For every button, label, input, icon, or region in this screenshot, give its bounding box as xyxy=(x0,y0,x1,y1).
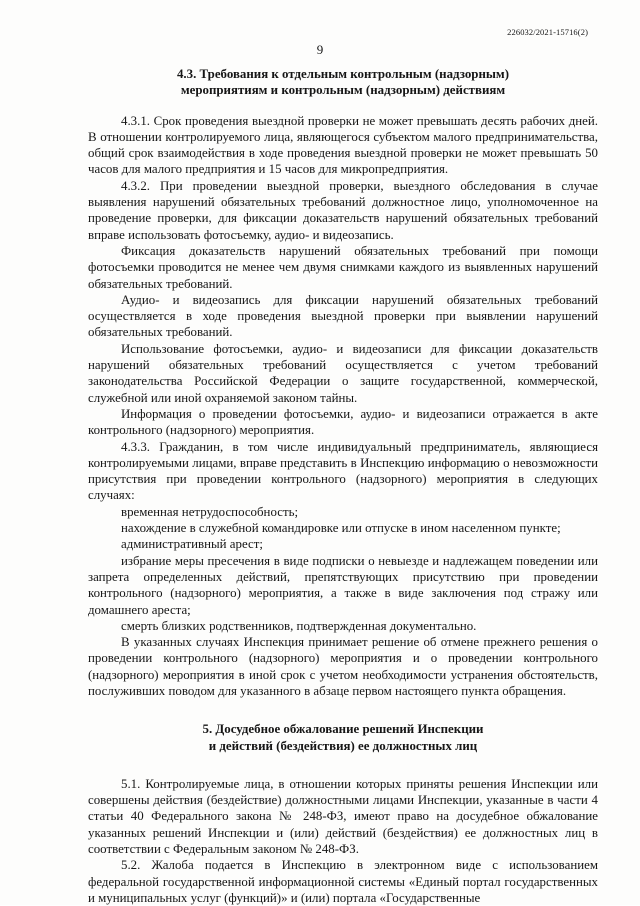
list-item-arrest: административный арест; xyxy=(121,537,263,552)
paragraph-secrecy: Использование фотосъемки, аудио- и видеозаписи для фиксации доказательств нарушений обязательных требований осуществляется с учетом требований законодательства Российской Федерации о защите государственной, коммерческой, служебной или иной охраняемой законом тайны. xyxy=(88,341,598,405)
paragraph-5-2: 5.2. Жалоба подается в Инспекцию в электронном виде с использованием федеральной государственной информационной системы «Единый портал государственных и муниципальных услуг (функций)» и (или) портала «Государственные xyxy=(88,858,598,905)
list-item-business-trip: нахождение в служебной командировке или отпуске в ином населенном пункте; xyxy=(121,521,561,536)
paragraph-reschedule: В указанных случаях Инспекция принимает решение об отмене прежнего решения о проведении контрольного (надзорного) мероприятия и о проведении контрольного (надзорного) мероприятия в иной срок с учетом необходимости устранения обстоятельств, послуживших поводом для указанного в абзаце первом настоящего пункта обращения. xyxy=(88,635,598,698)
list-item-restraint: избрание меры пресечения в виде подписки о невыезде и надлежащем поведении или запрета определенных действий, препятствующих присутствию при проведении контрольного (надзорного) мероприятия, а также в виде заключения под стражу или домашнего ареста; xyxy=(88,553,598,617)
section-5-title-line-2: и действий (бездействия) ее должностных лиц xyxy=(208,738,478,753)
paragraph-4-3-2: 4.3.2. При проведении выездной проверки, выездного обследования в случае выявления нарушений обязательных требований должностное лицо, уполномоченное на проведение проверки, для фиксации доказательств нарушений обязательных требований вправе использовать фотосъемку, аудио- и видеозапись. xyxy=(88,178,598,242)
paragraph-5-1: 5.1. Контролируемые лица, в отношении которых приняты решения Инспекции или совершены действия (бездействие) должностными лицами Инспекции, указанные в части 4 статьи 40 Федерального закона № 248-ФЗ, имеют право на досудебное обжалование указанных решений Инспекции и (или) действий (бездействия) ее должностных лиц в соответствии с Федеральным законом № 248-ФЗ. xyxy=(88,776,598,857)
paragraph-4-3-1: 4.3.1. Срок проведения выездной проверки не может превышать десять рабочих дней. В отношении контролируемого лица, являющегося субъектом малого предпринимательства, общий срок взаимодействия в ходе проведения выездной проверки не может превышать 50 часов для малого предприятия и 15 часов для микропредприятия. xyxy=(88,113,598,177)
list-item-disability: временная нетрудоспособность; xyxy=(121,504,299,519)
section-4-3-heading xyxy=(88,66,598,99)
paragraph-audio-video: Аудио- и видеозапись для фиксации нарушений обязательных требований осуществляется в ходе проведения выездной проверки при выявлении нарушений обязательных требований. xyxy=(88,292,598,340)
section-5-title-line-1: 5. Досудебное обжалование решений Инспекции xyxy=(202,722,484,737)
page-number: 9 xyxy=(316,42,324,57)
paragraph-act-record: Информация о проведении фотосъемки, аудио- и видеозаписи отражается в акте контрольного (надзорного) мероприятия. xyxy=(88,406,598,438)
list-item-bereavement: смерть близких родственников, подтвержденная документально. xyxy=(121,618,477,633)
document-body xyxy=(88,66,598,906)
paragraph-4-3-3: 4.3.3. Гражданин, в том числе индивидуальный предприниматель, являющиеся контролируемыми лицами, вправе представить в Инспекцию информацию о невозможности присутствия при проведении контрольного (надзорного) мероприятия в следующих случаях: xyxy=(88,439,598,503)
section-5-heading xyxy=(88,721,598,754)
section-4-3-title-line-1: 4.3. Требования к отдельным контрольным (надзорным) xyxy=(176,67,510,81)
paragraph-photo-fixation: Фиксация доказательств нарушений обязательных требований при помощи фотосъемки проводится не менее чем двумя снимками каждого из выявленных нарушений обязательных требований. xyxy=(88,243,598,291)
document-id: 226032/2021-15716(2) xyxy=(507,27,588,37)
section-4-3-title-line-2: мероприятиям и контрольным (надзорным) действиям xyxy=(180,83,506,98)
